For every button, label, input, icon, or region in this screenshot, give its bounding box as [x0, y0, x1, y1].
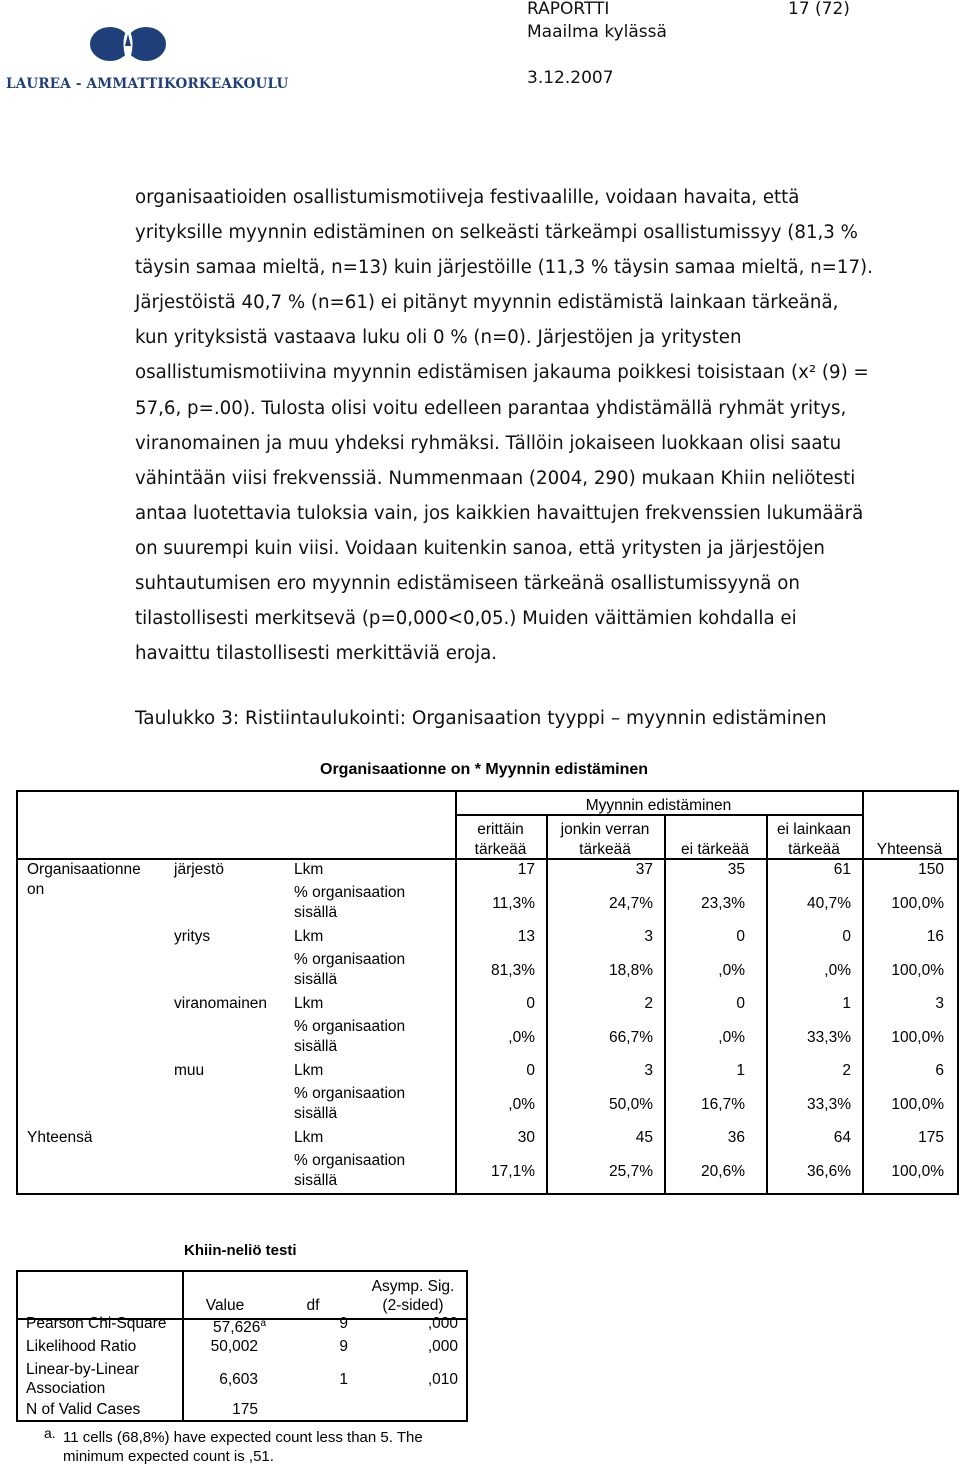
stat-label-count: Lkm: [294, 861, 324, 878]
stat-label-percent: sisällä: [294, 971, 338, 988]
percent-cell: ,0%: [824, 962, 851, 979]
total-percent-cell: 100,0%: [891, 1163, 944, 1180]
percent-cell: 23,3%: [701, 895, 745, 912]
count-cell: 17: [517, 861, 535, 878]
count-cell: 0: [736, 928, 745, 945]
body-line: yrityksille myynnin edistäminen on selkeästi tärkeämpi osallistumissyy (81,3 %: [135, 222, 858, 244]
count-cell: 2: [842, 1062, 851, 1079]
row-category-label: yritys: [174, 928, 211, 945]
stat-label-percent: % organisaation: [294, 1018, 406, 1035]
chi-header-value: Value: [205, 1297, 245, 1314]
chi-row-label: N of Valid Cases: [26, 1401, 141, 1418]
body-line: organisaatioiden osallistumismotiiveja festivaalille, voidaan havaita, että: [135, 187, 800, 208]
body-line: täysin samaa mieltä, n=13) kuin järjestöille (11,3 % täysin samaa mieltä, n=17).: [135, 257, 873, 279]
count-cell: 0: [526, 995, 535, 1012]
body-line: vähintään viisi frekvenssiä. Nummenmaan (2004, 290) mukaan Khiin neliötesti: [135, 467, 856, 489]
chi-df-cell: 9: [339, 1338, 348, 1355]
chi-df-cell: 9: [339, 1315, 348, 1332]
stat-label-percent: % organisaation: [294, 951, 406, 968]
count-cell: 37: [635, 861, 653, 878]
body-line: osallistumismotiivina myynnin edistämisen jakauma poikkesi toisistaan (x² (9) =: [135, 362, 869, 384]
count-cell: 6: [935, 1062, 944, 1079]
count-cell: 3: [644, 928, 653, 945]
column-header: ei tärkeää: [680, 841, 750, 858]
report-label: RAPORTTI: [527, 0, 610, 19]
crosstab-title: Organisaationne on * Myynnin edistäminen: [320, 761, 649, 778]
percent-cell: 11,3%: [492, 895, 535, 912]
chi-row-label: Likelihood Ratio: [26, 1338, 137, 1355]
count-cell: 13: [517, 928, 535, 945]
chi-df-cell: 1: [339, 1371, 348, 1388]
body-line: 57,6, p=.00). Tulosta olisi voitu edelleen parantaa yhdistämällä ryhmät yritys,: [135, 397, 847, 419]
crosstab-table: [16, 790, 959, 1195]
total-count-cell: 64: [833, 1129, 851, 1146]
row-category-label: viranomainen: [174, 995, 268, 1012]
chi-value-cell: 50,002: [210, 1338, 258, 1355]
chi-header-sig: (2-sided): [382, 1297, 444, 1314]
page-number: 17 (72): [788, 0, 850, 19]
body-line: on suurempi kuin viisi. Voidaan kuitenkin sanoa, että yritysten ja järjestöjen: [135, 537, 825, 559]
stat-label-percent: sisällä: [294, 1038, 338, 1055]
column-header: jonkin verran: [560, 821, 650, 838]
total-percent-cell: 20,6%: [701, 1163, 745, 1180]
count-cell: 35: [727, 861, 745, 878]
stat-label-percent: sisällä: [294, 904, 338, 921]
total-percent-cell: 36,6%: [807, 1163, 851, 1180]
count-cell: 0: [526, 1062, 535, 1079]
count-cell: 16: [926, 928, 944, 945]
total-count-cell: 36: [727, 1129, 745, 1146]
stat-label-count: Lkm: [294, 928, 324, 945]
footnote-mark: a.: [44, 1425, 56, 1441]
percent-cell: 81,3%: [491, 962, 535, 979]
percent-cell: 24,7%: [609, 895, 653, 912]
body-line: antaa luotettavia tuloksia vain, jos kaikkien havaittujen frekvenssien lukumäärä: [135, 502, 864, 524]
row-variable-label: Organisaationne: [27, 861, 141, 878]
chi-square-title: Khiin-neliö testi: [184, 1242, 297, 1259]
laurea-logo: [4, 22, 289, 94]
row-category-label: muu: [174, 1062, 205, 1079]
count-cell: 1: [736, 1062, 745, 1079]
body-line: kun yrityksistä vastaava luku oli 0 % (n=0). Järjestöjen ja yritysten: [135, 327, 742, 349]
stat-label-percent: % organisaation: [294, 1152, 406, 1169]
count-cell: 2: [644, 995, 653, 1012]
chi-row-label: Linear-by-Linear: [26, 1361, 139, 1378]
column-group-header: Myynnin edistäminen: [585, 797, 732, 814]
count-cell: 0: [736, 995, 745, 1012]
chi-sig-cell: ,000: [427, 1315, 458, 1332]
chi-header-df: df: [306, 1297, 320, 1314]
chi-row-label: Association: [26, 1380, 106, 1397]
percent-cell: 100,0%: [891, 1096, 944, 1113]
stat-label-percent: % organisaation: [294, 884, 406, 901]
percent-cell: ,0%: [508, 1029, 535, 1046]
stat-label-percent: % organisaation: [294, 1085, 406, 1102]
percent-cell: 16,7%: [701, 1096, 745, 1113]
column-header: Yhteensä: [876, 841, 943, 858]
column-header: tärkeää: [474, 841, 527, 858]
percent-cell: 33,3%: [807, 1096, 851, 1113]
row-category-label: järjestö: [174, 861, 224, 878]
percent-cell: 100,0%: [891, 962, 944, 979]
chi-value-cell: 57,626$^a$: [213, 1318, 266, 1336]
footnote-line-2: minimum expected count is ,51.: [63, 1448, 274, 1465]
total-percent-cell: 25,7%: [609, 1163, 653, 1180]
percent-cell: 33,3%: [807, 1029, 851, 1046]
body-line: havaittu tilastollisesti merkittäviä eroja.: [135, 643, 498, 665]
footnote-ref: a: [260, 1318, 266, 1329]
percent-cell: 100,0%: [891, 1029, 944, 1046]
percent-cell: ,0%: [718, 962, 745, 979]
body-line: viranomainen ja muu yhdeksi ryhmäksi. Tällöin jokaiseen luokkaan olisi saatu: [135, 432, 842, 454]
column-header: tärkeää: [788, 841, 840, 858]
body-paragraph: [135, 180, 875, 671]
total-count-cell: 30: [517, 1129, 535, 1146]
project-name: Maailma kylässä: [527, 22, 667, 42]
percent-cell: 100,0%: [891, 895, 944, 912]
chi-header-sig: Asymp. Sig.: [371, 1278, 455, 1295]
total-count-cell: 45: [635, 1129, 653, 1146]
chi-square-table: [16, 1270, 468, 1422]
percent-cell: ,0%: [718, 1029, 745, 1046]
chi-value-cell: 175: [232, 1401, 258, 1418]
body-line: tilastollisesti merkitsevä (p=0,000<0,05.) Muiden väittämien kohdalla ei: [135, 608, 797, 630]
chi-row-label: Pearson Chi-Square: [26, 1315, 167, 1332]
column-header: erittäin: [477, 821, 524, 838]
count-cell: 3: [644, 1062, 653, 1079]
logo-wordmark: LAUREA - AMMATTIKORKEAKOULU: [6, 76, 289, 92]
column-header: ei lainkaan: [776, 821, 852, 838]
report-date: 3.12.2007: [527, 68, 614, 88]
count-cell: 0: [842, 928, 851, 945]
count-cell: 150: [918, 861, 944, 878]
percent-cell: ,0%: [508, 1096, 535, 1113]
count-cell: 1: [842, 995, 851, 1012]
table-caption: Taulukko 3: Ristiintaulukointi: Organisaation tyyppi – myynnin edistäminen: [135, 708, 827, 729]
body-line: suhtautumisen ero myynnin edistämiseen tärkeänä osallistumissyynä on: [135, 573, 800, 595]
laurea-emblem-icon: [88, 24, 168, 64]
total-count-cell: 175: [918, 1129, 944, 1146]
total-row-label: Yhteensä: [27, 1129, 93, 1146]
chi-sig-cell: ,010: [427, 1371, 458, 1388]
stat-label-count: Lkm: [294, 995, 324, 1012]
total-percent-cell: 17,1%: [491, 1163, 535, 1180]
stat-label-percent: sisällä: [294, 1105, 338, 1122]
percent-cell: 50,0%: [609, 1096, 653, 1113]
stat-label-count: Lkm: [294, 1129, 324, 1146]
footnote-line-1: 11 cells (68,8%) have expected count less than 5. The: [63, 1429, 423, 1446]
percent-cell: 40,7%: [807, 895, 851, 912]
column-header: tärkeää: [579, 841, 631, 858]
percent-cell: 18,8%: [609, 962, 653, 979]
row-variable-label: on: [27, 881, 45, 898]
stat-label-percent: sisällä: [294, 1172, 338, 1189]
stat-label-count: Lkm: [294, 1062, 324, 1079]
percent-cell: 66,7%: [609, 1029, 653, 1046]
chi-sig-cell: ,000: [427, 1338, 458, 1355]
chi-value-cell: 6,603: [219, 1371, 258, 1388]
count-cell: 3: [935, 995, 944, 1012]
count-cell: 61: [833, 861, 851, 878]
body-line: Järjestöistä 40,7 % (n=61) ei pitänyt myynnin edistämistä lainkaan tärkeänä,: [135, 292, 839, 314]
